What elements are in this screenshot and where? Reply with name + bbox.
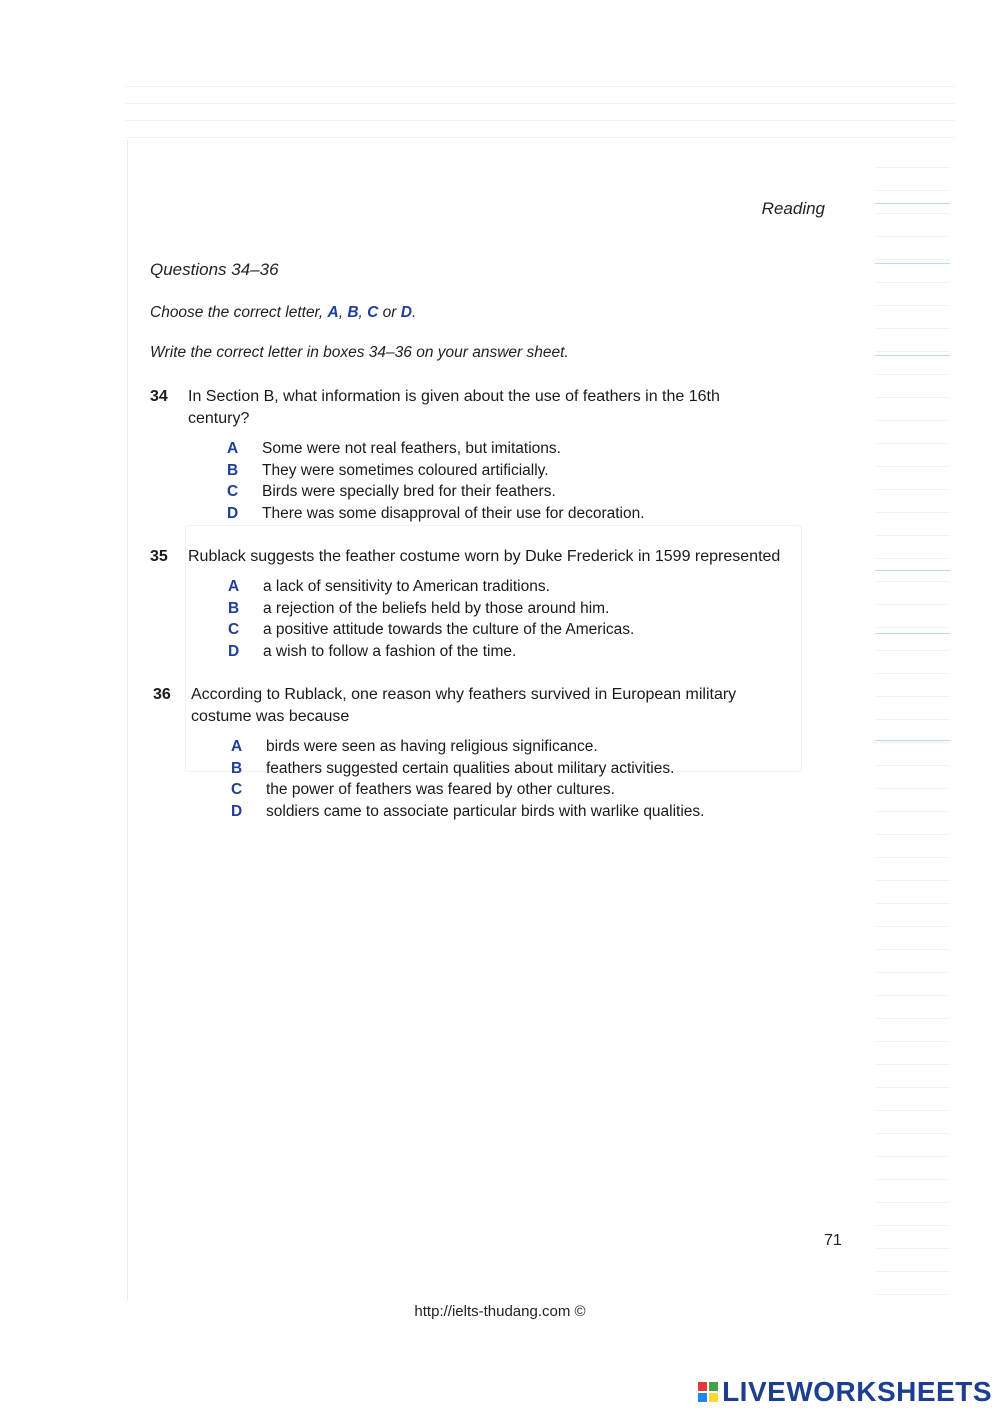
option-34-a[interactable]: A Some were not real feathers, but imitations. bbox=[227, 440, 561, 457]
section-label: Reading bbox=[761, 199, 825, 218]
option-35-b[interactable]: B a rejection of the beliefs held by those around him. bbox=[228, 599, 610, 617]
liveworksheets-icon bbox=[697, 1381, 719, 1403]
option-34-d[interactable]: D There was some disapproval of their use for decoration. bbox=[227, 504, 645, 522]
question-number: 36 bbox=[153, 686, 171, 703]
question-number: 35 bbox=[150, 548, 168, 565]
scan-artifact-lines bbox=[125, 70, 955, 140]
option-36-c[interactable]: C the power of feathers was feared by other cultures. bbox=[231, 781, 615, 798]
brand-name: LIVEWORKSHEETS bbox=[722, 1376, 992, 1407]
option-36-b[interactable]: B feathers suggested certain qualities about military activities. bbox=[231, 759, 675, 777]
option-list bbox=[227, 438, 840, 524]
instruction-choose-letter: Choose the correct letter, A, B, C or D. bbox=[150, 304, 417, 321]
adjacent-page-strip bbox=[875, 145, 950, 1305]
questions-heading: Questions 34–36 bbox=[150, 260, 279, 279]
option-list bbox=[228, 576, 840, 662]
option-35-a[interactable]: A a lack of sensitivity to American traditions. bbox=[228, 578, 550, 595]
option-36-d[interactable]: D soldiers came to associate particular birds with warlike qualities. bbox=[231, 802, 705, 820]
question-36 bbox=[153, 684, 843, 822]
option-35-c[interactable]: C a positive attitude towards the culture of the Americas. bbox=[228, 621, 635, 638]
page-left-edge bbox=[127, 140, 128, 1300]
liveworksheets-logo bbox=[697, 1376, 992, 1408]
page-number: 71 bbox=[824, 1232, 842, 1249]
option-list bbox=[231, 736, 843, 822]
question-text: According to Rublack, one reason why feathers survived in European military costume was because bbox=[191, 686, 737, 725]
option-35-d[interactable]: D a wish to follow a fashion of the time. bbox=[228, 642, 517, 660]
source-url: http://ielts-thudang.com © bbox=[414, 1303, 586, 1320]
question-number: 34 bbox=[150, 388, 168, 405]
question-35 bbox=[150, 546, 840, 662]
option-34-b[interactable]: B They were sometimes coloured artificially. bbox=[227, 461, 549, 479]
question-text: Rublack suggests the feather costume worn by Duke Frederick in 1599 represented bbox=[188, 548, 781, 565]
option-36-a[interactable]: A birds were seen as having religious significance. bbox=[231, 738, 598, 755]
question-34 bbox=[150, 386, 840, 524]
option-34-c[interactable]: C Birds were specially bred for their feathers. bbox=[227, 483, 556, 500]
question-text: In Section B, what information is given about the use of feathers in the 16th century? bbox=[188, 388, 720, 427]
instruction-answer-sheet: Write the correct letter in boxes 34–36 on your answer sheet. bbox=[150, 344, 569, 361]
